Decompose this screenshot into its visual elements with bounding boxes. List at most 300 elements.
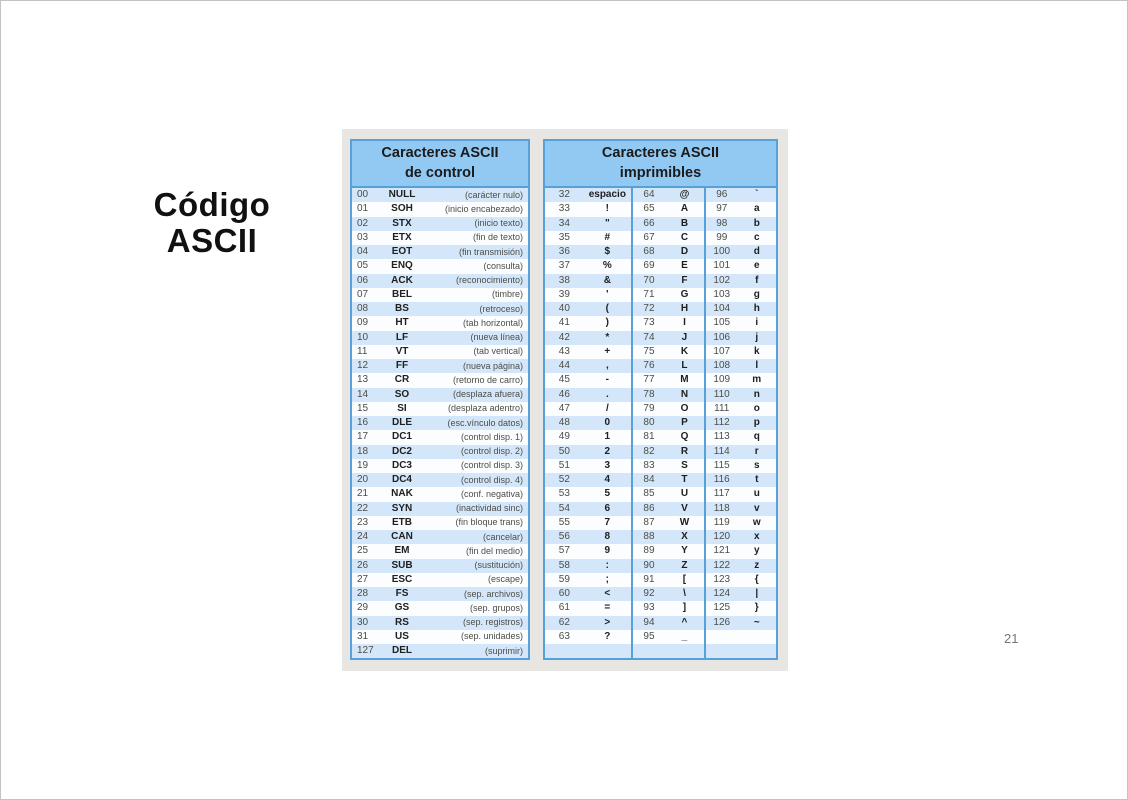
table-row [352, 331, 528, 345]
char-cell: v [753, 502, 760, 514]
description-cell: (inicio texto) [474, 218, 523, 229]
char-cell: k [753, 345, 760, 357]
table-row [706, 288, 776, 302]
name-cell: STX [392, 217, 412, 229]
code-cell: 28 [357, 588, 369, 600]
code-cell: 97 [716, 203, 728, 215]
description-cell: (nueva página) [462, 360, 523, 371]
code-cell: 63 [558, 630, 570, 642]
table-row [352, 573, 528, 587]
char-cell: } [754, 602, 759, 614]
code-cell: 123 [713, 573, 731, 585]
char-cell: N [680, 388, 689, 400]
code-cell: 10 [357, 331, 369, 343]
table-row [633, 331, 704, 345]
code-cell: 13 [357, 374, 369, 386]
code-cell: 118 [713, 502, 730, 514]
table-row [633, 416, 704, 430]
table-row [545, 487, 631, 501]
table-row [352, 217, 528, 231]
code-cell: 78 [643, 388, 655, 400]
code-cell: 115 [713, 459, 730, 471]
code-cell: 58 [558, 559, 570, 571]
code-cell: 74 [643, 331, 655, 343]
table-row [545, 202, 631, 216]
code-cell: 38 [558, 274, 570, 286]
table-row [545, 530, 631, 544]
code-cell: 69 [643, 260, 655, 272]
table-row [706, 402, 776, 416]
char-cell: n [753, 388, 760, 400]
table-row [545, 559, 631, 573]
code-cell: 43 [558, 345, 570, 357]
table-row [352, 388, 528, 402]
code-cell: 98 [716, 217, 728, 229]
char-cell: J [681, 331, 688, 343]
table-row [352, 644, 528, 658]
table-row [545, 288, 631, 302]
char-cell: h [753, 303, 760, 315]
code-cell: 110 [713, 388, 730, 400]
code-cell: 88 [643, 531, 655, 543]
code-cell: 103 [713, 288, 731, 300]
table-row [545, 644, 631, 658]
char-cell: K [680, 345, 689, 357]
table-row [706, 530, 776, 544]
char-cell: " [604, 217, 610, 229]
char-cell: 8 [604, 531, 611, 543]
char-cell: # [604, 231, 611, 243]
name-cell: FF [395, 360, 409, 372]
name-cell: DLE [392, 417, 412, 429]
char-cell: w [752, 516, 761, 528]
char-cell: 9 [604, 545, 611, 557]
char-cell: f [755, 274, 759, 286]
code-cell: 51 [558, 459, 570, 471]
code-cell: 120 [713, 531, 731, 543]
char-cell: W [679, 516, 690, 528]
code-cell: 99 [716, 231, 728, 243]
char-cell: t [755, 474, 759, 486]
char-cell: | [755, 588, 759, 600]
code-cell: 21 [357, 488, 369, 500]
char-cell: U [680, 488, 689, 500]
table-row [633, 316, 704, 330]
table-row [706, 217, 776, 231]
char-cell: u [753, 488, 760, 500]
char-cell: i [755, 317, 759, 329]
char-cell: _ [681, 630, 688, 642]
code-cell: 08 [357, 303, 369, 315]
name-cell: DC3 [391, 459, 412, 471]
code-cell: 44 [558, 360, 570, 372]
table-row [545, 416, 631, 430]
control-table-header-line-1: Caracteres ASCII [381, 145, 499, 161]
code-cell: 18 [357, 445, 369, 457]
table-row [706, 274, 776, 288]
code-cell: 42 [558, 331, 570, 343]
code-cell: 40 [558, 303, 570, 315]
table-row [352, 373, 528, 387]
code-cell: 80 [643, 417, 655, 429]
table-row [633, 430, 704, 444]
table-row [706, 202, 776, 216]
char-cell: m [752, 374, 762, 386]
table-row [633, 559, 704, 573]
table-row [545, 616, 631, 630]
code-cell: 05 [357, 260, 369, 272]
table-row [706, 516, 776, 530]
table-row [706, 601, 776, 615]
code-cell: 31 [357, 630, 369, 642]
code-cell: 03 [357, 231, 369, 243]
code-cell: 86 [643, 502, 655, 514]
code-cell: 100 [713, 246, 731, 258]
code-cell: 24 [357, 531, 369, 543]
code-cell: 48 [558, 417, 570, 429]
table-row [545, 544, 631, 558]
code-cell: 54 [558, 502, 570, 514]
code-cell: 14 [357, 388, 369, 400]
name-cell: ENQ [391, 260, 413, 272]
char-cell: = [604, 602, 611, 614]
char-cell: C [680, 231, 689, 243]
name-cell: NAK [391, 488, 413, 500]
char-cell: j [755, 331, 759, 343]
char-cell: q [753, 431, 760, 443]
char-cell: 4 [604, 474, 611, 486]
code-cell: 66 [643, 217, 655, 229]
char-cell: ' [606, 288, 609, 300]
code-cell: 07 [357, 288, 369, 300]
code-cell: 75 [643, 345, 655, 357]
table-row [706, 373, 776, 387]
table-row [352, 416, 528, 430]
table-row [352, 487, 528, 501]
code-cell: 92 [643, 588, 655, 600]
code-cell: 15 [357, 402, 369, 414]
code-cell: 126 [713, 616, 731, 628]
table-row [633, 302, 704, 316]
table-row [633, 587, 704, 601]
table-row [706, 245, 776, 259]
table-row [545, 587, 631, 601]
char-cell: L [681, 360, 688, 372]
code-cell: 71 [643, 288, 655, 300]
code-cell: 11 [357, 345, 368, 357]
table-row [706, 445, 776, 459]
char-cell: ? [604, 630, 611, 642]
page-title-line-2: ASCII [166, 222, 258, 259]
table-row [545, 388, 631, 402]
table-row [545, 302, 631, 316]
name-cell: BS [395, 303, 409, 315]
table-row [352, 430, 528, 444]
code-cell: 01 [357, 203, 369, 215]
code-cell: 26 [357, 559, 369, 571]
table-row [706, 459, 776, 473]
char-cell: x [753, 531, 760, 543]
name-cell: FS [395, 588, 409, 600]
code-cell: 50 [558, 445, 570, 457]
code-cell: 61 [558, 602, 570, 614]
char-cell: X [681, 531, 688, 543]
description-cell: (sep. archivos) [463, 588, 523, 599]
name-cell: SYN [391, 502, 413, 514]
name-cell: LF [395, 331, 409, 343]
char-cell: d [753, 246, 760, 258]
table-row [633, 359, 704, 373]
code-cell: 112 [713, 417, 730, 429]
char-cell: G [680, 288, 689, 300]
char-cell: [ [682, 573, 687, 585]
table-row [545, 316, 631, 330]
code-cell: 46 [558, 388, 570, 400]
table-row [633, 516, 704, 530]
table-row [706, 302, 776, 316]
code-cell: 70 [643, 274, 655, 286]
table-row [545, 231, 631, 245]
table-row [706, 359, 776, 373]
code-cell: 85 [643, 488, 655, 500]
description-cell: (control disp. 1) [460, 431, 523, 442]
printable-characters-panel [543, 139, 778, 660]
table-row [352, 530, 528, 544]
char-cell: Q [680, 431, 689, 443]
char-cell: , [605, 360, 609, 372]
table-row [545, 473, 631, 487]
char-cell: e [753, 260, 760, 272]
name-cell: SUB [391, 559, 413, 571]
char-cell: < [604, 588, 611, 600]
table-row [545, 516, 631, 530]
table-row [706, 231, 776, 245]
char-cell: ( [605, 303, 609, 315]
table-row [545, 373, 631, 387]
char-cell: ; [605, 573, 609, 585]
description-cell: (control disp. 4) [460, 474, 523, 485]
description-cell: (carácter nulo) [464, 189, 523, 200]
code-cell: 06 [357, 274, 369, 286]
table-row [545, 502, 631, 516]
description-cell: (sep. grupos) [469, 602, 523, 613]
table-row [633, 402, 704, 416]
table-row [352, 188, 528, 202]
code-cell: 107 [713, 345, 731, 357]
code-cell: 02 [357, 217, 369, 229]
char-cell: R [680, 445, 689, 457]
name-cell: NULL [388, 189, 416, 201]
code-cell: 77 [643, 374, 655, 386]
table-row [706, 331, 776, 345]
table-row [633, 473, 704, 487]
code-cell: 00 [357, 189, 369, 201]
code-cell: 72 [643, 303, 655, 315]
code-cell: 65 [643, 203, 655, 215]
description-cell: (sep. unidades) [460, 631, 523, 642]
name-cell: EOT [391, 246, 413, 258]
code-cell: 101 [713, 260, 731, 272]
description-cell: (inactividad sinc) [455, 503, 523, 514]
table-row [352, 316, 528, 330]
char-cell: : [605, 559, 609, 571]
code-cell: 119 [713, 516, 730, 528]
table-row [352, 245, 528, 259]
char-cell: . [605, 388, 609, 400]
char-cell: ) [605, 317, 609, 329]
char-cell: { [754, 573, 759, 585]
printable-table-header-line-1: Caracteres ASCII [601, 145, 720, 161]
char-cell: & [603, 274, 611, 286]
name-cell: RS [395, 616, 409, 628]
char-cell: \ [683, 588, 686, 600]
table-row [545, 402, 631, 416]
char-cell: A [680, 203, 689, 215]
table-row [633, 388, 704, 402]
table-row [352, 587, 528, 601]
code-cell: 73 [643, 317, 655, 329]
description-cell: (reconocimiento) [455, 275, 523, 286]
code-cell: 91 [643, 573, 655, 585]
page-title [112, 187, 312, 259]
char-cell: E [681, 260, 688, 272]
table-row [633, 601, 704, 615]
table-row [633, 487, 704, 501]
code-cell: 113 [713, 431, 730, 443]
table-row [633, 188, 704, 202]
description-cell: (fin del medio) [465, 545, 523, 556]
code-cell: 12 [357, 360, 369, 372]
code-cell: 33 [558, 203, 570, 215]
table-row [706, 316, 776, 330]
char-cell: - [605, 374, 609, 386]
table-row [352, 345, 528, 359]
char-cell: g [753, 288, 760, 300]
table-row [706, 430, 776, 444]
char-cell: > [604, 616, 611, 628]
code-cell: 124 [713, 588, 731, 600]
code-cell: 55 [558, 516, 570, 528]
table-row [633, 573, 704, 587]
table-row [545, 430, 631, 444]
char-cell: z [754, 559, 760, 571]
code-cell: 106 [713, 331, 731, 343]
code-cell: 37 [558, 260, 570, 272]
name-cell: DEL [392, 645, 412, 657]
char-cell: F [681, 274, 688, 286]
table-row [545, 359, 631, 373]
code-cell: 81 [643, 431, 655, 443]
table-row [633, 445, 704, 459]
table-row [706, 345, 776, 359]
table-row [545, 245, 631, 259]
char-cell: ^ [681, 616, 688, 628]
code-cell: 25 [357, 545, 369, 557]
code-cell: 23 [357, 516, 369, 528]
char-cell: I [683, 317, 686, 329]
printable-table-body [545, 188, 776, 658]
code-cell: 41 [558, 317, 570, 329]
table-row [633, 274, 704, 288]
code-cell: 76 [643, 360, 655, 372]
control-characters-panel [350, 139, 530, 660]
code-cell: 83 [643, 459, 655, 471]
code-cell: 89 [643, 545, 655, 557]
code-cell: 36 [558, 246, 570, 258]
description-cell: (retroceso) [479, 303, 523, 314]
name-cell: ACK [391, 274, 413, 286]
code-cell: 49 [558, 431, 570, 443]
table-row [352, 502, 528, 516]
name-cell: SOH [391, 203, 413, 215]
code-cell: 93 [643, 602, 655, 614]
table-row [633, 630, 704, 644]
code-cell: 122 [713, 559, 731, 571]
char-cell: D [680, 246, 689, 258]
printable-group-1 [545, 188, 631, 658]
code-cell: 67 [643, 231, 655, 243]
description-cell: (escape) [487, 574, 523, 585]
table-row [706, 630, 776, 644]
description-cell: (esc.vínculo datos) [447, 417, 523, 428]
char-cell: espacio [588, 189, 626, 201]
table-row [352, 231, 528, 245]
table-row [633, 345, 704, 359]
description-cell: (cancelar) [482, 531, 523, 542]
char-cell: % [602, 260, 612, 272]
table-row [633, 530, 704, 544]
table-row [545, 345, 631, 359]
table-row [545, 630, 631, 644]
ascii-table-image [342, 129, 788, 671]
description-cell: (fin de texto) [472, 232, 523, 243]
code-cell: 87 [643, 516, 655, 528]
char-cell: T [681, 474, 688, 486]
code-cell: 04 [357, 246, 369, 258]
name-cell: SO [394, 388, 410, 400]
char-cell: 7 [604, 516, 611, 528]
code-cell: 27 [357, 573, 369, 585]
description-cell: (fin bloque trans) [455, 517, 523, 528]
char-cell: r [754, 445, 759, 457]
code-cell: 34 [558, 217, 570, 229]
table-row [706, 587, 776, 601]
table-row [706, 644, 776, 658]
name-cell: EM [394, 545, 410, 557]
name-cell: ETX [392, 231, 412, 243]
char-cell: / [605, 402, 609, 414]
code-cell: 22 [357, 502, 369, 514]
code-cell: 90 [643, 559, 655, 571]
table-row [706, 544, 776, 558]
table-row [633, 259, 704, 273]
description-cell: (nueva línea) [470, 332, 523, 343]
code-cell: 104 [713, 303, 731, 315]
code-cell: 117 [713, 488, 730, 500]
code-cell: 53 [558, 488, 570, 500]
table-row [352, 630, 528, 644]
table-row [633, 245, 704, 259]
name-cell: DC2 [391, 445, 412, 457]
char-cell: c [753, 231, 760, 243]
char-cell: ] [682, 602, 687, 614]
table-row [352, 473, 528, 487]
table-row [352, 259, 528, 273]
description-cell: (conf. negativa) [460, 488, 523, 499]
description-cell: (sustitución) [474, 560, 523, 571]
name-cell: HT [395, 317, 409, 329]
char-cell: 2 [604, 445, 611, 457]
